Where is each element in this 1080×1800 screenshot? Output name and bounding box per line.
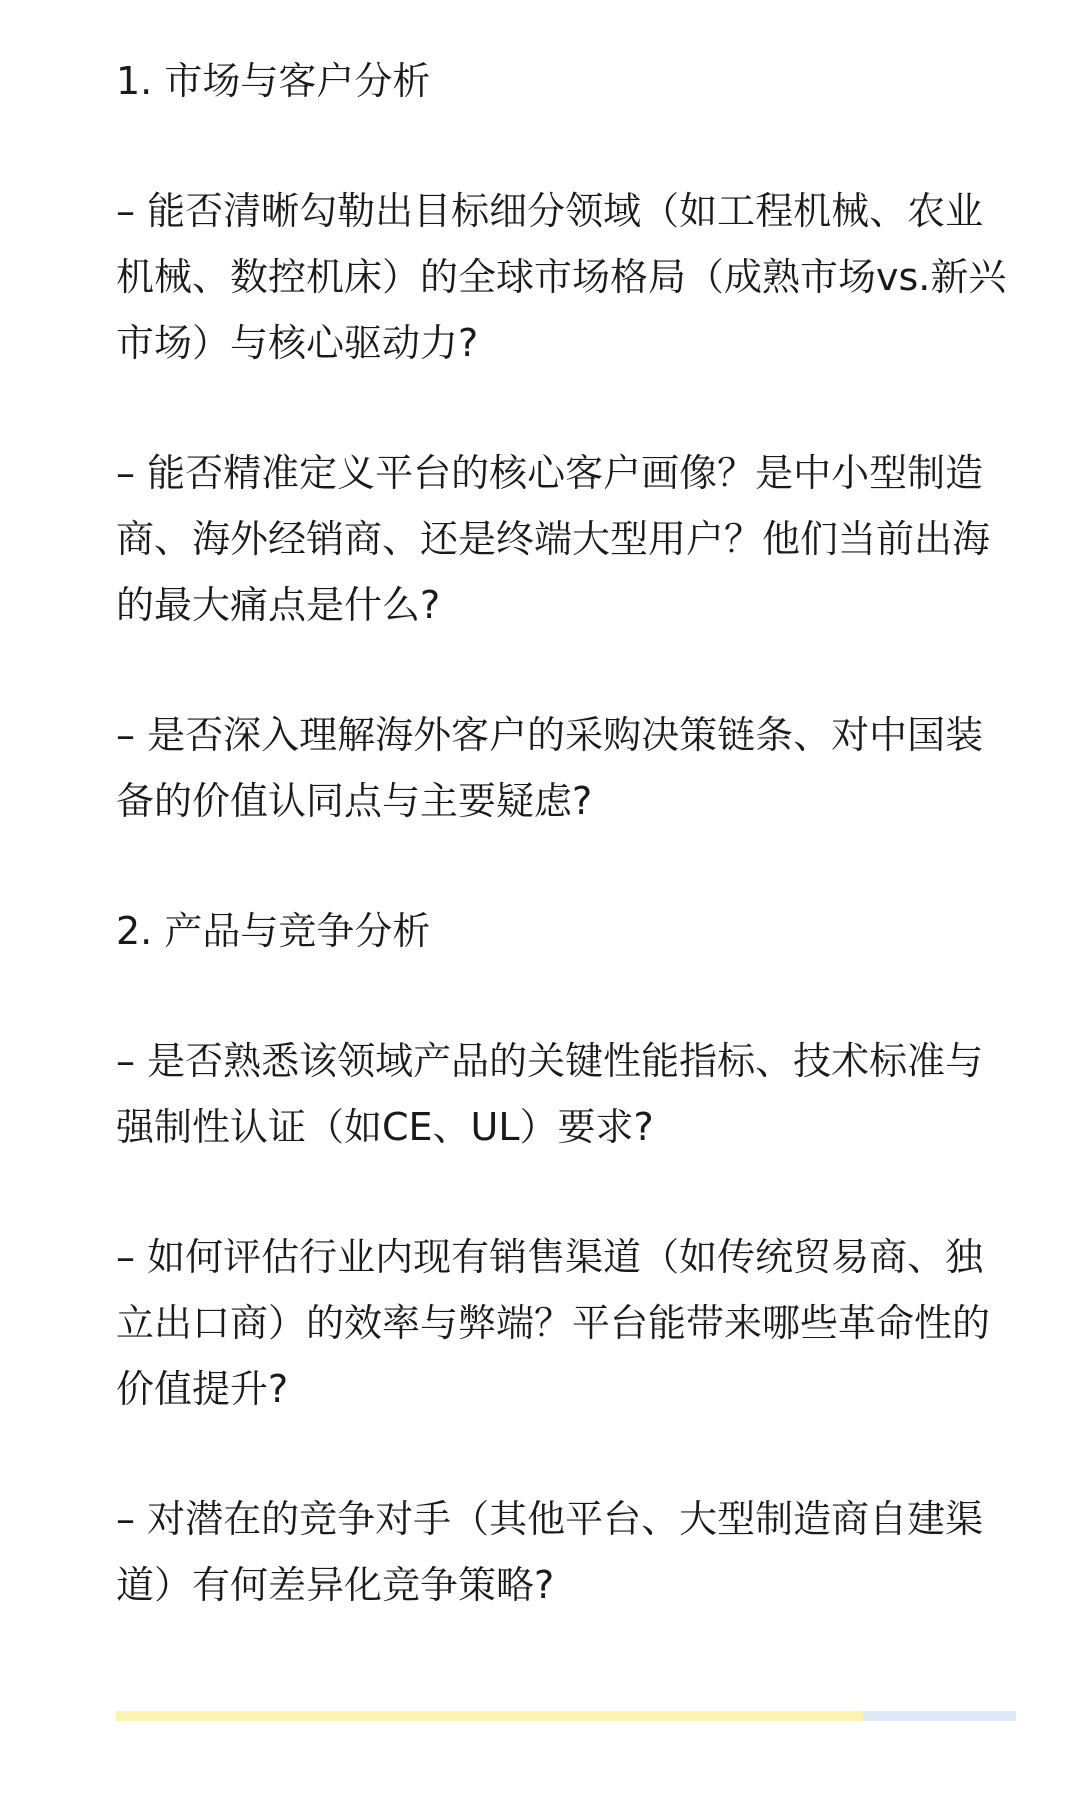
section-heading-market: 1. 市场与客户分析 [116,59,431,103]
bottom-divider-bar [116,1711,1016,1721]
paragraph-market-landscape: – 能否清晰勾勒出目标细分领域（如工程机械、农业机械、数控机床）的全球市场格局（成熟市场vs.新兴市场）与核心驱动力? [116,189,1007,365]
paragraph-product-standards: – 是否熟悉该领域产品的关键性能指标、技术标准与强制性认证（如CE、UL）要求? [116,1039,984,1149]
paragraph-competitors: – 对潜在的竞争对手（其他平台、大型制造商自建渠道）有何差异化竞争策略? [116,1497,984,1607]
article-body [116,48,1016,1618]
paragraph-sales-channels: – 如何评估行业内现有销售渠道（如传统贸易商、独立出口商）的效率与弊端？平台能带来哪些革命性的价值提升? [116,1235,991,1411]
divider-yellow-segment [116,1711,863,1721]
divider-blue-segment [863,1711,1016,1721]
paragraph-customer-profile: – 能否精准定义平台的核心客户画像？是中小型制造商、海外经销商、还是终端大型用户？他们当前出海的最大痛点是什么? [116,451,991,627]
paragraph-decision-chain: – 是否深入理解海外客户的采购决策链条、对中国装备的价值认同点与主要疑虑? [116,713,984,823]
section-heading-product: 2. 产品与竞争分析 [116,909,431,953]
